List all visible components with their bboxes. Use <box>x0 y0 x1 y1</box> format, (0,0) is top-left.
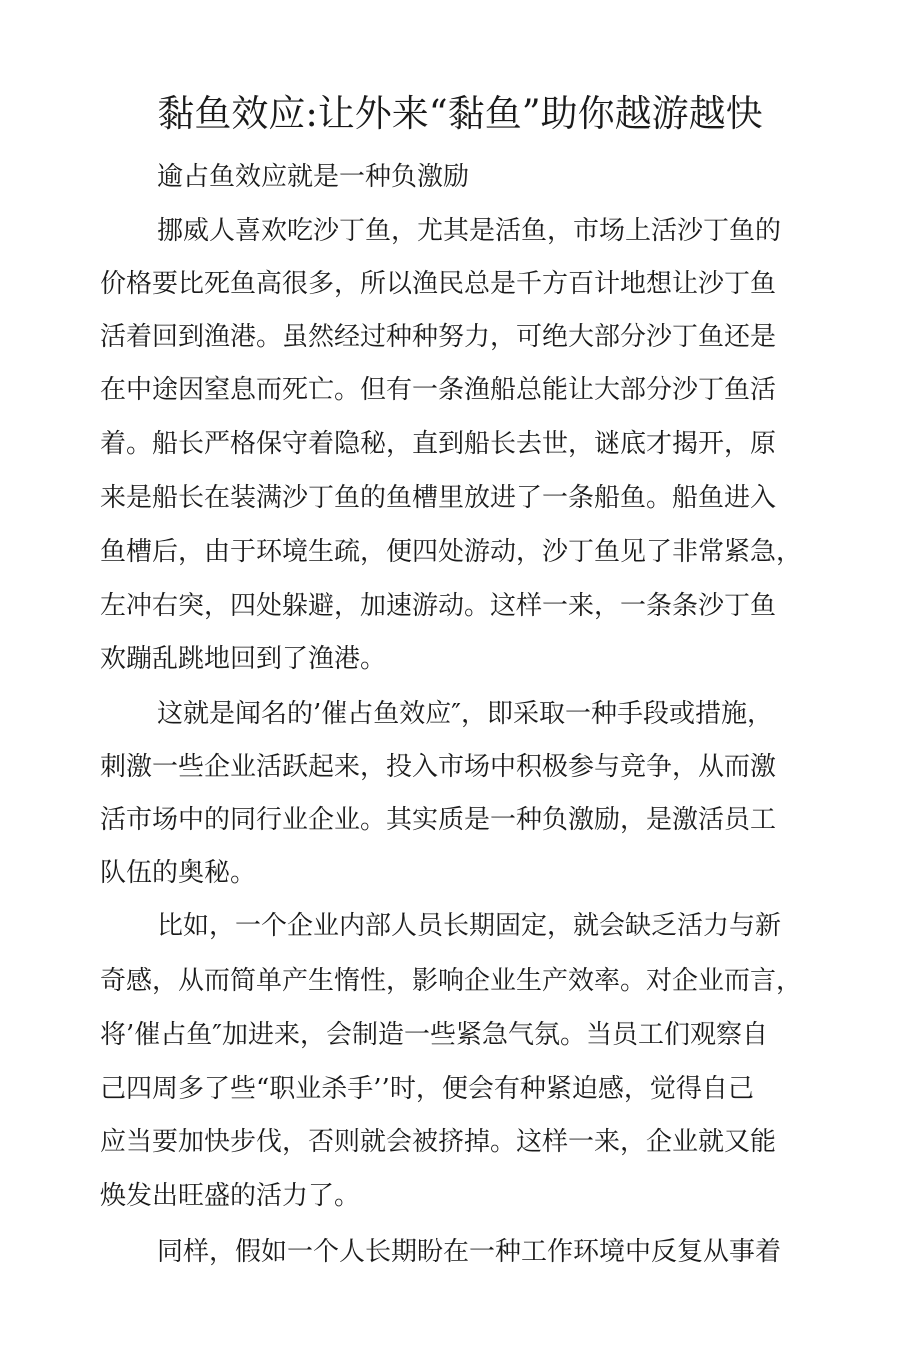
paragraph-line: 应当要加快步伐，否则就会被挤掉。这样一来，企业就又能 <box>100 1127 777 1157</box>
paragraph-line: 左冲右突，四处躲避，加速游动。这样一来，一条条沙丁鱼 <box>100 591 777 621</box>
paragraph-line: 欢蹦乱跳地回到了渔港。 <box>100 644 387 674</box>
paragraph-line: 在中途因窒息而死亡。但有一条渔船总能让大部分沙丁鱼活 <box>100 375 777 405</box>
paragraph-line: 鱼槽后，由于环境生疏，便四处游动，沙丁鱼见了非常紧急， <box>100 537 803 567</box>
document-title: 黏鱼效应:让外来“黏鱼”助你越游越快 <box>157 92 763 135</box>
paragraph-line: 这就是闻名的’催占鱼效应″，即采取一种手段或措施， <box>157 699 773 729</box>
paragraph-line: 刺激一些企业活跃起来，投入市场中积极参与竞争，从而激 <box>100 752 777 782</box>
paragraph-line: 挪威人喜欢吃沙丁鱼，尤其是活鱼，市场上活沙丁鱼的 <box>157 216 782 246</box>
paragraph-line: 着。船长严格保守着隐秘，直到船长去世，谜底才揭开，原 <box>100 429 777 459</box>
paragraph-line: 队伍的奥秘。 <box>100 858 257 888</box>
paragraph-line: 己四周多了些“职业杀手’’时，便会有种紧迫感，觉得自己 <box>100 1074 754 1104</box>
paragraph-line: 奇感，从而简单产生惰性，影响企业生产效率。对企业而言， <box>100 966 803 996</box>
paragraph-line: 活着回到渔港。虽然经过种种努力，可绝大部分沙丁鱼还是 <box>100 322 777 352</box>
paragraph-line: 价格要比死鱼高很多，所以渔民总是千方百计地想让沙丁鱼 <box>100 269 777 299</box>
paragraph-line: 比如，一个企业内部人员长期固定，就会缺乏活力与新 <box>157 911 782 941</box>
paragraph-line: 来是船长在装满沙丁鱼的鱼槽里放进了一条船鱼。船鱼进入 <box>100 483 777 513</box>
paragraph-line: 活市场中的同行业企业。其实质是一种负激励，是激活员工 <box>100 805 777 835</box>
paragraph-line: 将’催占鱼″加进来，会制造一些紧急气氛。当员工们观察自 <box>100 1020 768 1050</box>
paragraph-line: 同样，假如一个人长期盼在一种工作环境中反复从事着 <box>157 1237 782 1267</box>
subtitle-line: 逾占鱼效应就是一种负激励 <box>157 162 470 192</box>
paragraph-line: 焕发出旺盛的活力了。 <box>100 1181 361 1211</box>
